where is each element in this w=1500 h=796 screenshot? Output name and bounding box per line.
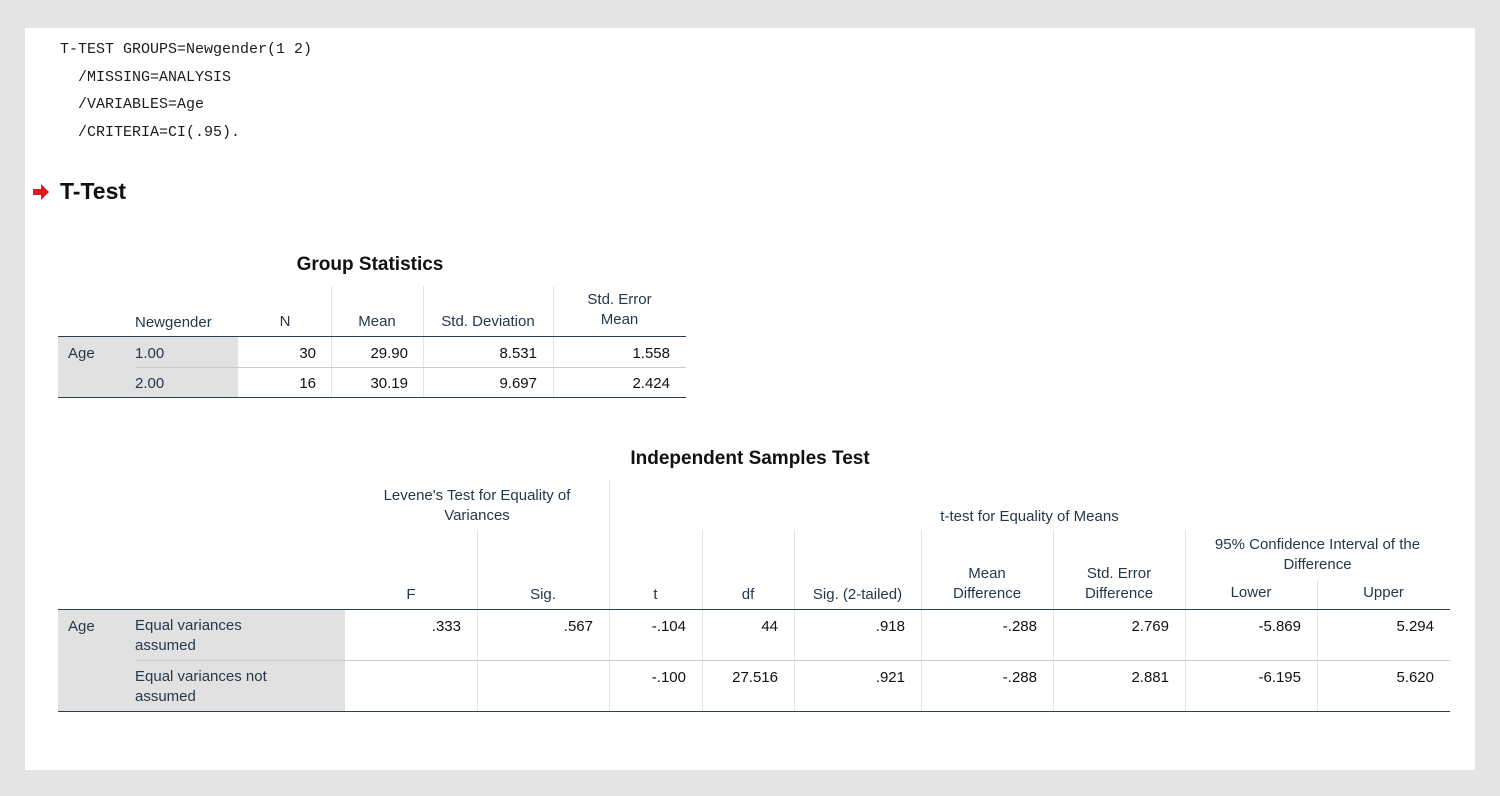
independent-samples-title: Independent Samples Test [630, 448, 870, 469]
cell-mean-difference: -.288 [1002, 669, 1037, 686]
cell-t: -.100 [651, 669, 686, 686]
red-arrow-icon [30, 181, 52, 203]
cell-lower: -6.195 [1258, 669, 1301, 686]
header-std-error-difference: Std. Error Difference [1084, 565, 1154, 602]
cell-std-deviation: 8.531 [499, 345, 537, 362]
cell-n: 30 [299, 345, 316, 362]
cell-df: 44 [761, 618, 778, 635]
header-std-error-mean: Std. Error Mean [587, 291, 652, 328]
row-group: 2.00 [135, 375, 165, 392]
header-sig: Sig. [530, 586, 556, 603]
header-mean-difference: Mean Difference [952, 565, 1022, 602]
header-newgender: Newgender [135, 314, 212, 331]
row-variance-label: Equal variances assumed [135, 617, 242, 654]
syntax-line: /VARIABLES=Age [60, 96, 205, 113]
header-mean: Mean [358, 313, 396, 330]
syntax-line: T-TEST GROUPS=Newgender(1 2) [60, 41, 313, 58]
header-std-deviation: Std. Deviation [441, 313, 535, 330]
syntax-block [60, 36, 312, 146]
ci-header: 95% Confidence Interval of the Difference [1214, 536, 1421, 573]
syntax-line: /MISSING=ANALYSIS [60, 68, 232, 86]
cell-std-error-difference: 2.881 [1131, 669, 1169, 686]
cell-f: .333 [431, 618, 461, 635]
row-label-age: Age [68, 345, 95, 362]
cell-upper: 5.294 [1396, 618, 1434, 635]
group-statistics-title: Group Statistics [296, 254, 444, 275]
cell-mean: 29.90 [370, 345, 408, 362]
header-n: N [279, 313, 291, 330]
row-group: 1.00 [135, 345, 165, 362]
row-label-age: Age [68, 618, 95, 635]
row-variance-label: Equal variances not assumed [135, 668, 267, 705]
ttest-header: t-test for Equality of Means [940, 508, 1119, 525]
cell-std-deviation: 9.697 [499, 375, 537, 392]
header-lower: Lower [1230, 584, 1272, 601]
syntax-line: /CRITERIA=CI(.95). [60, 123, 241, 141]
cell-df: 27.516 [732, 669, 778, 686]
cell-std-error: 1.558 [632, 345, 670, 362]
output-page [25, 28, 1475, 770]
cell-n: 16 [299, 375, 316, 392]
cell-std-error-difference: 2.769 [1131, 618, 1169, 635]
cell-mean: 30.19 [370, 375, 408, 392]
header-t: t [653, 586, 658, 603]
header-sig-2-tailed: Sig. (2-tailed) [812, 586, 903, 603]
cell-sig-2-tailed: .918 [875, 618, 905, 635]
cell-mean-difference: -.288 [1002, 618, 1037, 635]
cell-sig-2-tailed: .921 [875, 669, 905, 686]
cell-upper: 5.620 [1396, 669, 1434, 686]
header-df: df [741, 586, 755, 603]
levene-header: Levene's Test for Equality of Variances [383, 487, 571, 524]
cell-sig: .567 [563, 618, 593, 635]
header-f: F [406, 586, 416, 603]
cell-t: -.104 [651, 618, 686, 635]
header-upper: Upper [1363, 584, 1404, 601]
cell-lower: -5.869 [1258, 618, 1301, 635]
section-heading[interactable] [30, 178, 126, 205]
section-title: T-Test [60, 178, 127, 204]
cell-std-error: 2.424 [632, 375, 670, 392]
